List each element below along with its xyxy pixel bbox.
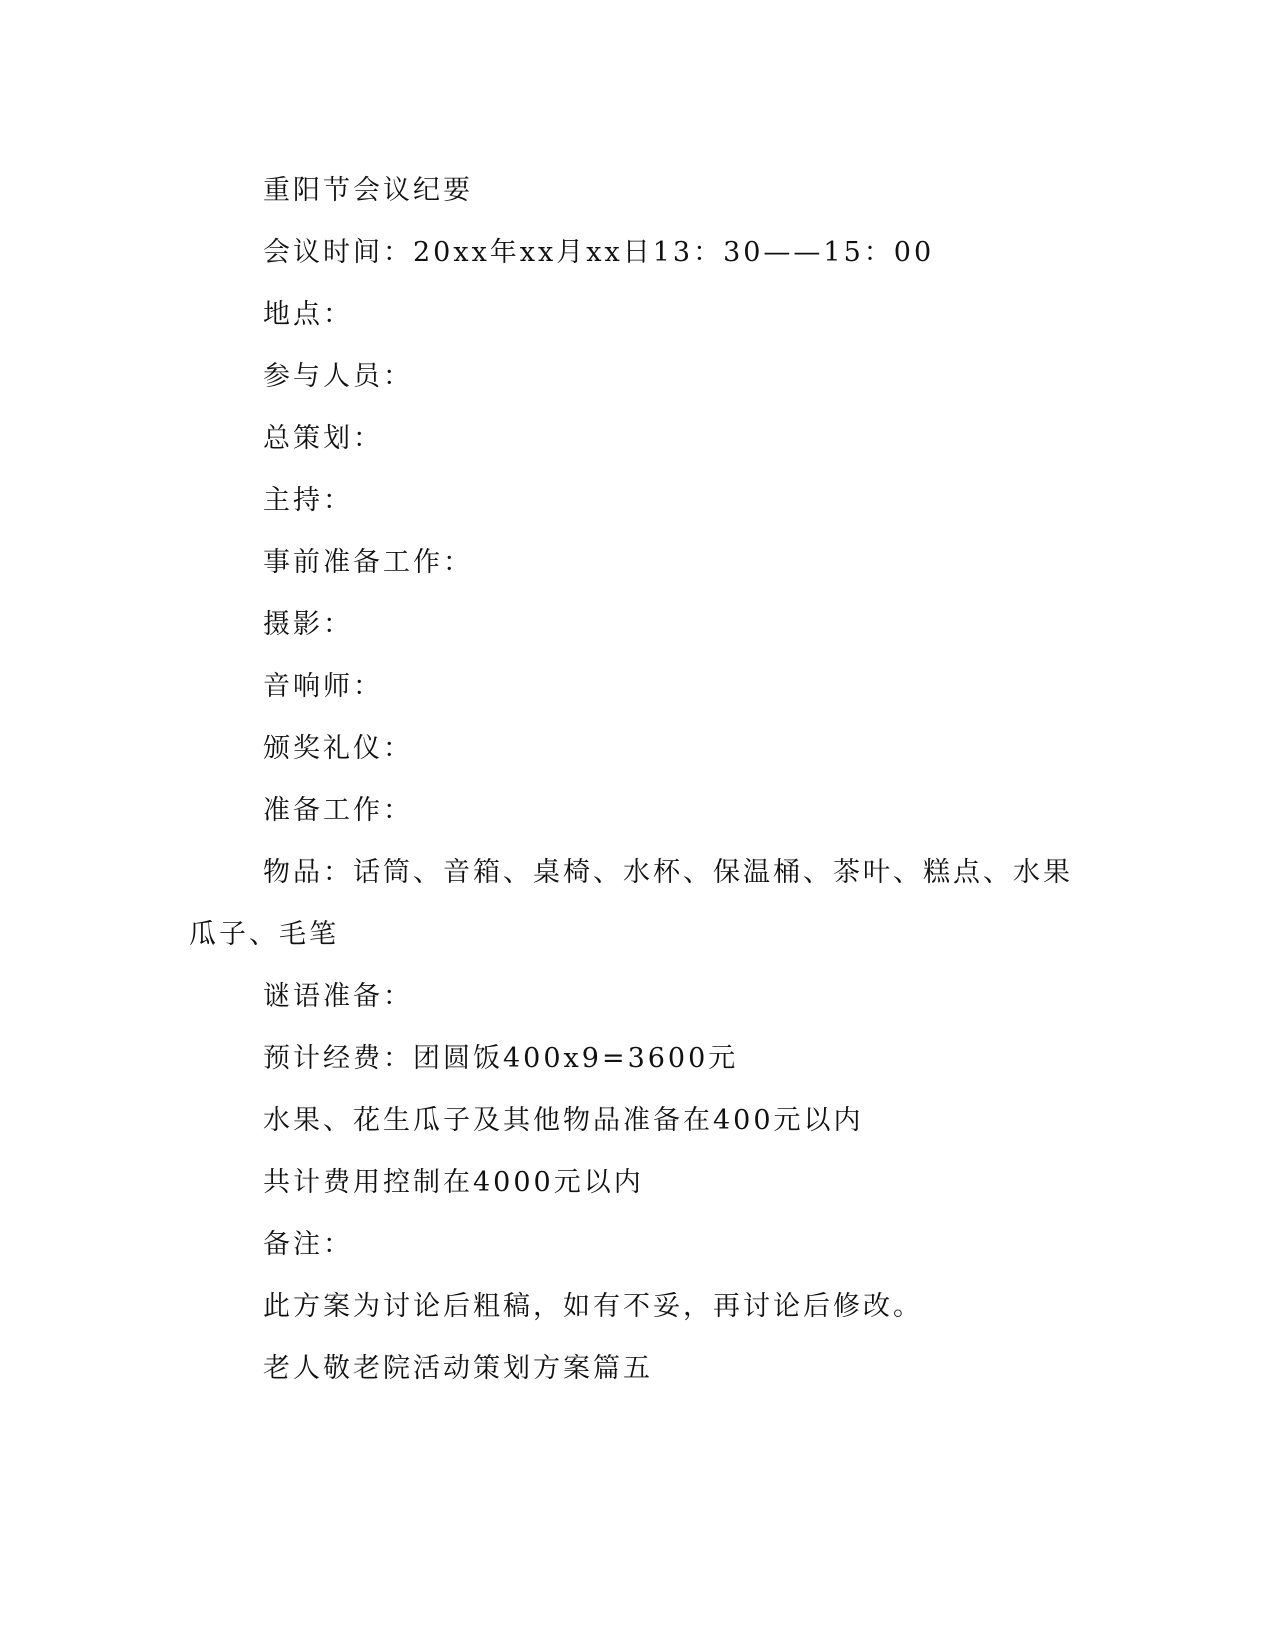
sound-engineer-line: 音响师： xyxy=(263,671,383,702)
host-line: 主持： xyxy=(263,485,353,516)
budget-line: 预计经费：团圆饭400x9=3600元 xyxy=(263,1043,739,1074)
preparation-heading: 事前准备工作： xyxy=(263,547,473,578)
total-budget-line: 共计费用控制在4000元以内 xyxy=(263,1167,644,1198)
riddle-prep-line: 谜语准备： xyxy=(263,981,413,1012)
award-etiquette-line: 颁奖礼仪： xyxy=(263,733,413,764)
notes-heading: 备注： xyxy=(263,1229,353,1260)
chief-planner-line: 总策划： xyxy=(263,423,383,454)
document-title: 重阳节会议纪要 xyxy=(263,175,473,206)
fruit-budget-line: 水果、花生瓜子及其他物品准备在400元以内 xyxy=(263,1105,864,1136)
prep-work-line: 准备工作： xyxy=(263,795,413,826)
document-body xyxy=(189,160,1089,1400)
notes-content: 此方案为讨论后粗稿，如有不妥，再讨论后修改。 xyxy=(263,1291,923,1322)
items-paragraph: 物品：话筒、音箱、桌椅、水杯、保温桶、茶叶、糕点、水果瓜子、毛笔 xyxy=(189,857,1073,950)
location-line: 地点： xyxy=(263,299,353,330)
photography-line: 摄影： xyxy=(263,609,353,640)
section-heading: 老人敬老院活动策划方案篇五 xyxy=(263,1353,653,1384)
meeting-time-line: 会议时间：20xx年xx月xx日13：30——15：00 xyxy=(263,237,935,268)
participants-line: 参与人员： xyxy=(263,361,413,392)
